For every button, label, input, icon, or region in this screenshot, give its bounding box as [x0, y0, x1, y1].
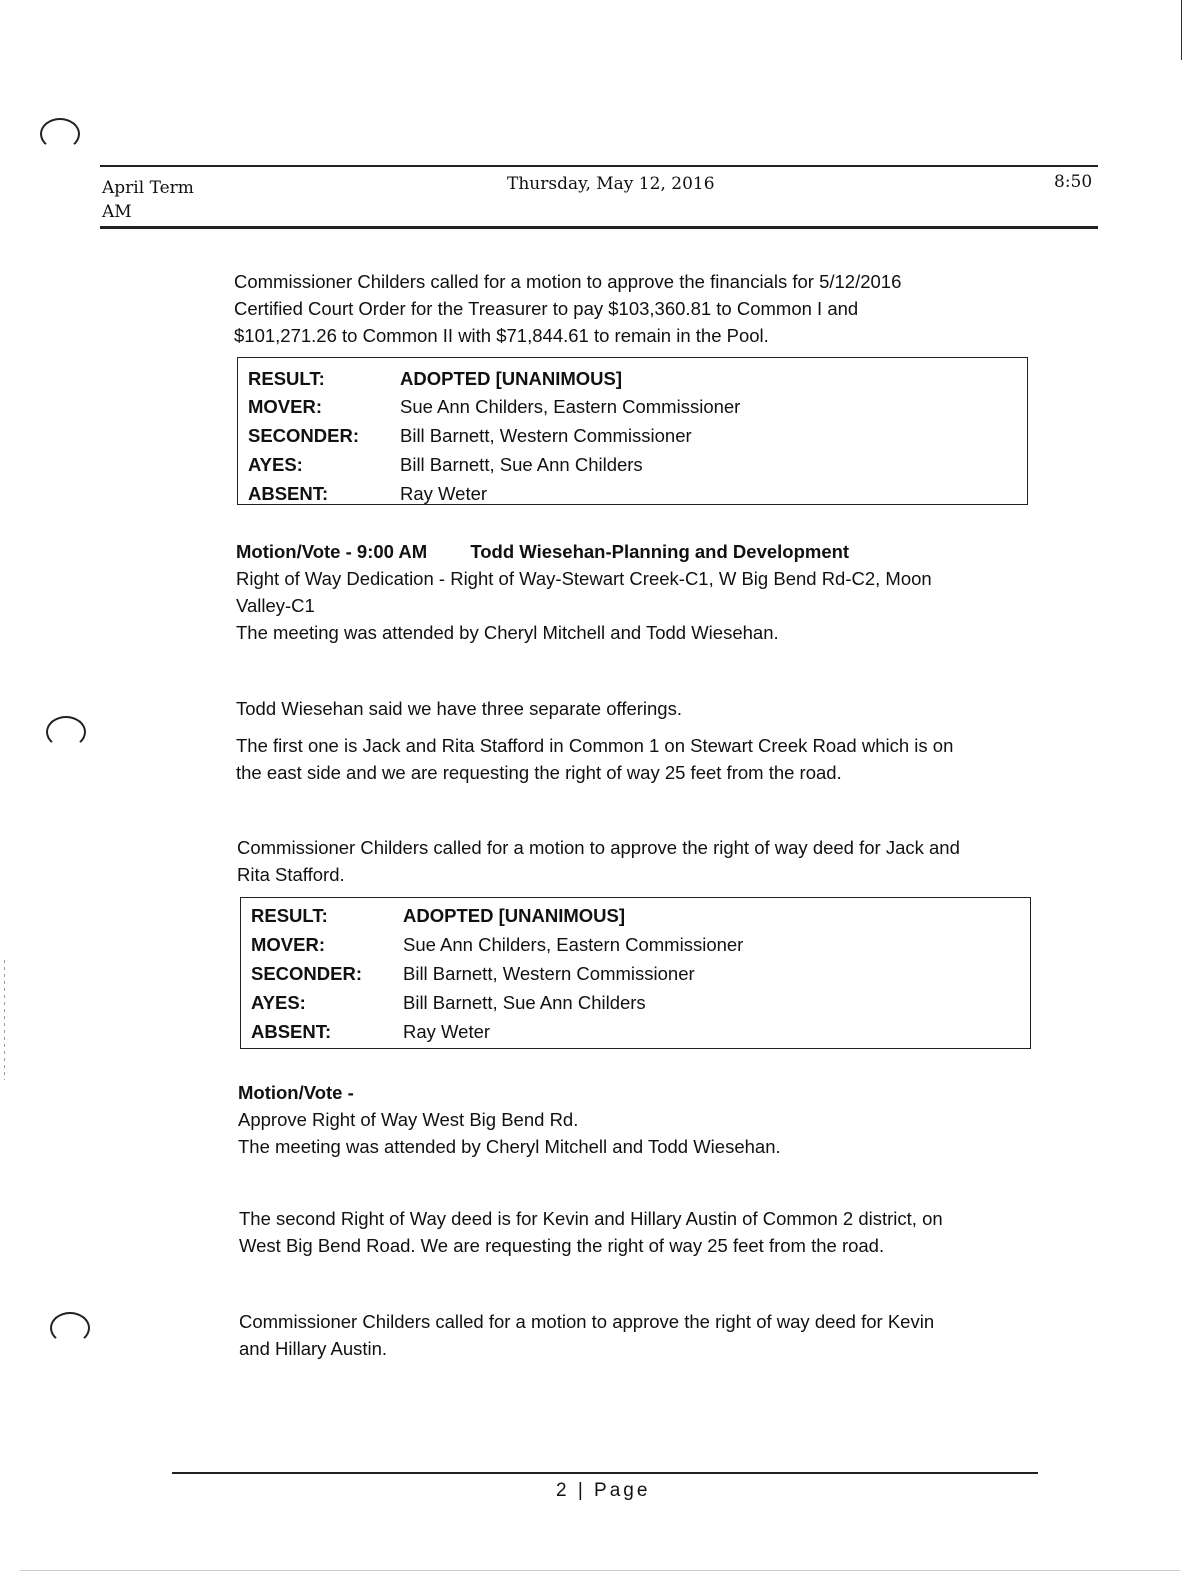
- vote-label: AYES:: [248, 454, 303, 475]
- vote-label: RESULT:: [248, 368, 325, 389]
- vote-value: Ray Weter: [403, 1021, 491, 1042]
- motion-title: Todd Wiesehan-Planning and Development: [470, 541, 850, 562]
- vote-value: ADOPTED [UNANIMOUS]: [403, 905, 625, 926]
- attendance-line: The meeting was attended by Cheryl Mitchell and Todd Wiesehan.: [238, 1136, 781, 1157]
- vote-table-financials: [237, 357, 1028, 505]
- austin-motion-line-2: and Hillary Austin.: [239, 1338, 388, 1359]
- austin-motion-line-1: Commissioner Childers called for a motion to approve the right of way deed for Kevin: [239, 1311, 935, 1332]
- vote-label: SECONDER:: [248, 425, 360, 446]
- motion-label: Motion/Vote - 9:00 AM: [236, 541, 428, 562]
- vote-label: MOVER:: [248, 396, 322, 417]
- offerings-paragraph: Todd Wiesehan said we have three separate offerings.: [236, 698, 682, 719]
- stafford-line-1: The first one is Jack and Rita Stafford in Common 1 on Stewart Creek Road which is on: [236, 735, 954, 756]
- header-session: AM: [102, 202, 132, 222]
- right-of-way-line-2: Valley-C1: [236, 595, 315, 616]
- stafford-motion-paragraph: [237, 834, 960, 888]
- financials-line-2: Certified Court Order for the Treasurer to pay $103,360.81 to Common I and: [234, 298, 859, 319]
- vote-table-stafford: [240, 897, 1031, 1049]
- big-bend-line-1: Approve Right of Way West Big Bend Rd.: [238, 1109, 579, 1130]
- vote-label: AYES:: [251, 992, 306, 1013]
- header-term: April Term: [102, 178, 194, 198]
- vote-value: Bill Barnett, Sue Ann Childers: [403, 992, 646, 1013]
- header-time: 8:50: [1054, 172, 1093, 192]
- austin-paragraph: [239, 1205, 943, 1259]
- vote-label: MOVER:: [251, 934, 325, 955]
- right-of-way-line-1: Right of Way Dedication - Right of Way-Stewart Creek-C1, W Big Bend Rd-C2, Moon: [236, 568, 932, 589]
- motion-planning-heading: [236, 538, 1036, 565]
- financials-paragraph: [234, 268, 901, 349]
- vote-label: RESULT:: [251, 905, 328, 926]
- big-bend-block: [238, 1106, 781, 1160]
- stafford-paragraph: [236, 732, 953, 786]
- financials-line-1: Commissioner Childers called for a motion to approve the financials for 5/12/2016: [234, 271, 902, 292]
- vote-value: Bill Barnett, Sue Ann Childers: [400, 454, 643, 475]
- scan-edge-marks: [4, 960, 5, 1080]
- attendance-line: The meeting was attended by Cheryl Mitchell and Todd Wiesehan.: [236, 622, 779, 643]
- vote-label: ABSENT:: [248, 483, 329, 504]
- motion-big-bend-heading: Motion/Vote -: [238, 1082, 354, 1103]
- vote-label: SECONDER:: [251, 963, 363, 984]
- vote-value: ADOPTED [UNANIMOUS]: [400, 368, 622, 389]
- punch-hole-middle: [46, 716, 86, 748]
- stafford-motion-line-1: Commissioner Childers called for a motion to approve the right of way deed for Jack and: [237, 837, 960, 858]
- scan-edge-line: [1181, 0, 1182, 60]
- vote-value: Sue Ann Childers, Eastern Commissioner: [403, 934, 744, 955]
- stafford-line-2: the east side and we are requesting the right of way 25 feet from the road.: [236, 762, 842, 783]
- vote-value: Sue Ann Childers, Eastern Commissioner: [400, 396, 741, 417]
- austin-line-1: The second Right of Way deed is for Kevin and Hillary Austin of Common 2 district, on: [239, 1208, 943, 1229]
- vote-value: Bill Barnett, Western Commissioner: [400, 425, 692, 446]
- stafford-motion-line-2: Rita Stafford.: [237, 864, 345, 885]
- page-number: 2 | Page: [556, 1480, 651, 1501]
- header-rule-top: [100, 165, 1098, 167]
- header-rule-bottom: [100, 226, 1098, 229]
- financials-line-3: $101,271.26 to Common II with $71,844.61 to remain in the Pool.: [234, 325, 769, 346]
- footer-rule: [172, 1472, 1038, 1474]
- header-date: Thursday, May 12, 2016: [507, 174, 715, 194]
- austin-motion-paragraph: [239, 1308, 934, 1362]
- vote-value: Bill Barnett, Western Commissioner: [403, 963, 695, 984]
- punch-hole-bottom: [50, 1312, 90, 1344]
- scan-bottom-edge: [20, 1570, 1180, 1571]
- austin-line-2: West Big Bend Road. We are requesting the right of way 25 feet from the road.: [239, 1235, 885, 1256]
- punch-hole-top: [40, 118, 80, 150]
- vote-label: ABSENT:: [251, 1021, 332, 1042]
- vote-value: Ray Weter: [400, 483, 488, 504]
- right-of-way-block: [236, 565, 932, 646]
